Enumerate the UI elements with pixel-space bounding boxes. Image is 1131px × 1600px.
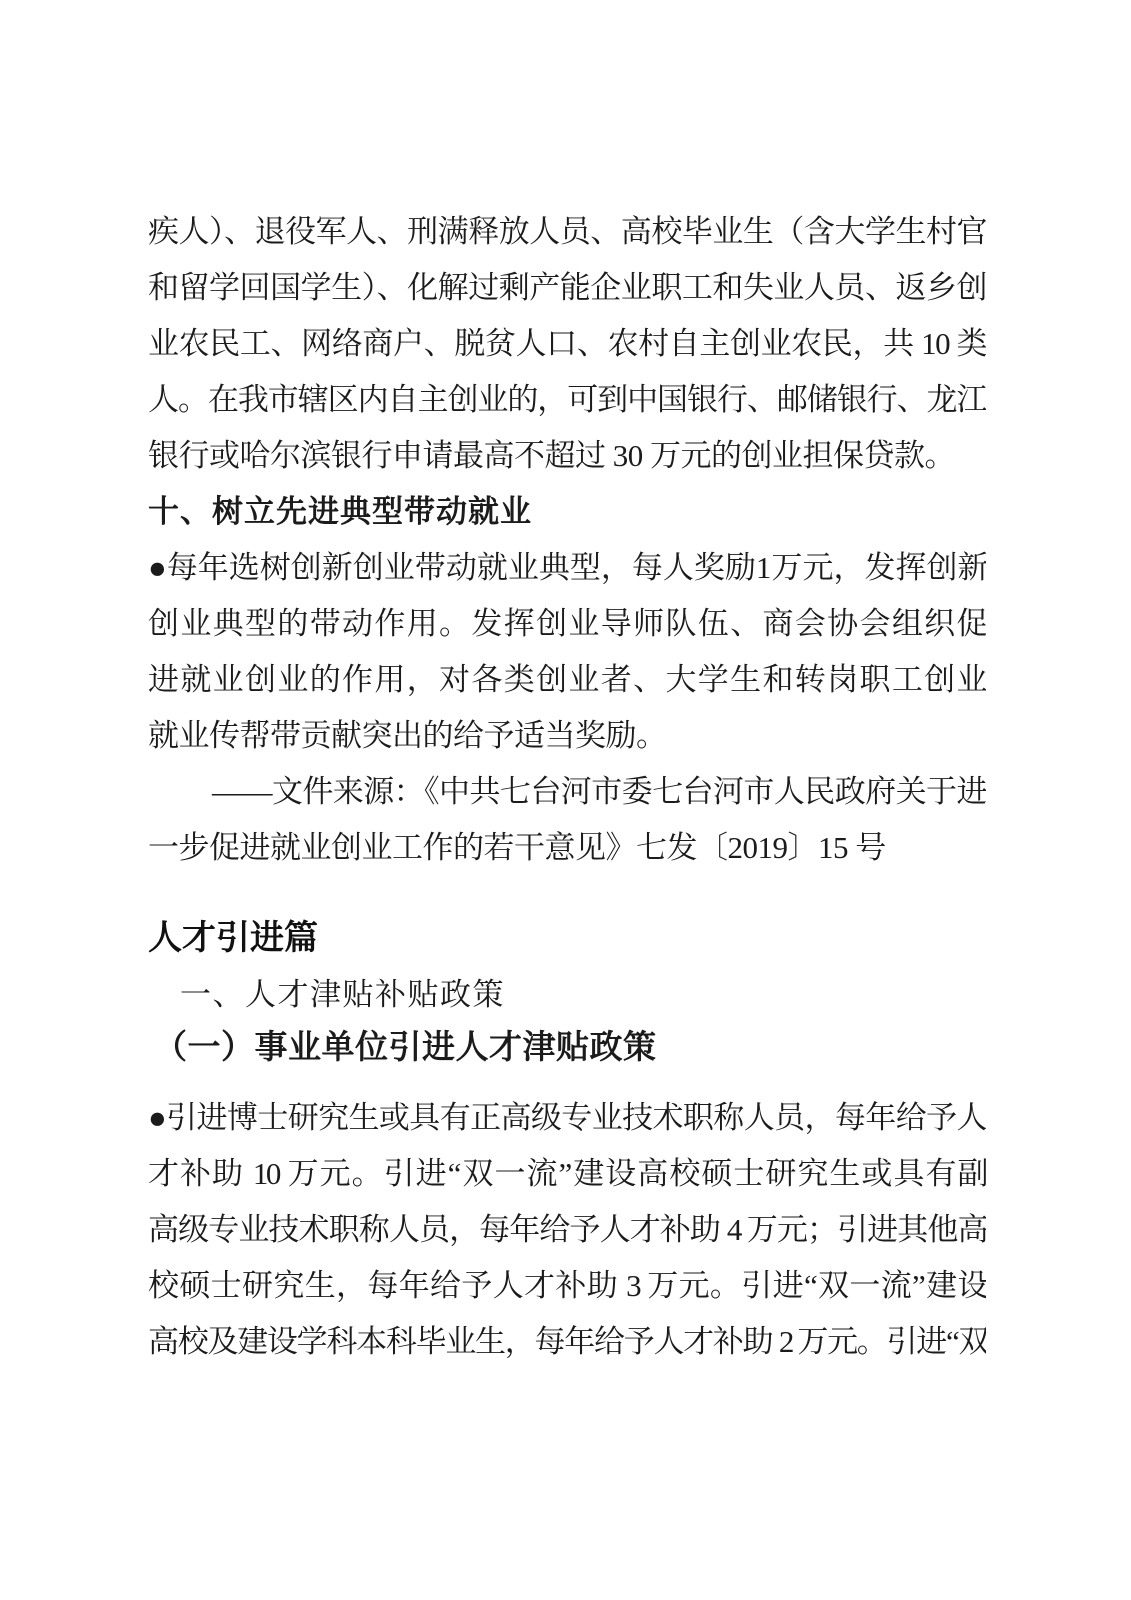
talent-subsidy-text-block	[148, 1090, 986, 1370]
talent-section-title: 人才引进篇	[148, 919, 318, 957]
subsection-heading-one-paren: （一）事业单位引进人才津贴政策	[154, 1030, 657, 1066]
paragraph-line: 高校及建设学科本科毕业生，每年给予人才补助 2 万元。引进“双	[148, 1324, 986, 1359]
paragraph-line: 高级专业技术职称人员，每年给予人才补助 4 万元；引进其他高	[148, 1212, 986, 1247]
bullet-paragraph-line: ●引进博士研究生或具有正高级专业技术职称人员，每年给予人	[148, 1100, 986, 1135]
paragraph-line: 进就业创业的作用，对各类创业者、大学生和转岗职工创业	[148, 662, 986, 697]
bullet-paragraph-line: ●每年选树创新创业带动就业典型，每人奖励1万元，发挥创新	[148, 550, 986, 585]
paragraph-line-end: 银行或哈尔滨银行申请最高不超过 30 万元的创业担保贷款。	[148, 438, 955, 473]
paragraph-line: 人。在我市辖区内自主创业的，可到中国银行、邮储银行、龙江	[148, 382, 986, 417]
paragraph-line-end: 就业传帮带贡献突出的给予适当奖励。	[148, 718, 667, 753]
paragraph-line: 校硕士研究生，每年给予人才补助 3 万元。引进“双一流”建设	[148, 1268, 986, 1303]
section-heading-ten: 十、树立先进典型带动就业	[148, 494, 532, 529]
source-citation-line: ——文件来源：《中共七台河市委七台河市人民政府关于进	[212, 774, 986, 809]
paragraph-line: 才补助 10 万元。引进“双一流”建设高校硕士研究生或具有副	[148, 1156, 986, 1191]
subsection-heading-one: 一、人才津贴补贴政策	[180, 977, 505, 1012]
source-citation-end: 一步促进就业创业工作的若干意见》七发〔2019〕15 号	[148, 830, 886, 865]
paragraph-line: 业农民工、网络商户、脱贫人口、农村自主创业农民，共 10 类	[148, 326, 986, 361]
employment-policy-text-block	[148, 204, 986, 876]
paragraph-line: 和留学回国学生）、化解过剩产能企业职工和失业人员、返乡创	[148, 270, 986, 305]
paragraph-line: 疾人）、退役军人、刑满释放人员、高校毕业生（含大学生村官	[148, 214, 986, 249]
paragraph-line: 创业典型的带动作用。发挥创业导师队伍、商会协会组织促	[148, 606, 986, 641]
